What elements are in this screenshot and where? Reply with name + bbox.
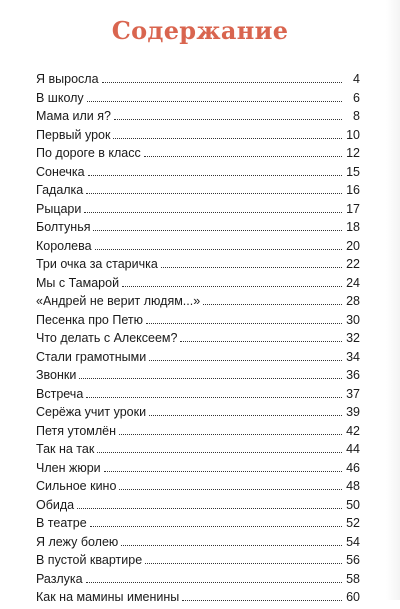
toc-entry [36,535,360,554]
toc-entry-title: Серёжа учит уроки [36,405,147,419]
page-title: Содержание [111,16,289,45]
toc-entry [36,239,360,258]
toc-entry-page-number: 22 [346,257,360,271]
dot-leader [86,582,342,583]
toc-entry-title: Мы с Тамарой [36,275,120,290]
dot-leader [113,138,342,139]
dot-leader [77,508,342,509]
toc-entry [36,387,360,406]
toc-entry-title: Что делать с Алексеем? [36,331,178,345]
toc-entry [36,72,360,91]
toc-entry-page-number: 54 [346,534,360,549]
toc-entry-title: Рыцари [36,201,82,216]
dot-leader [161,267,342,268]
toc-entry [36,276,360,295]
toc-entry [36,109,360,128]
dot-leader [95,249,342,250]
toc-entry-title: Гадалка [36,183,84,197]
toc-entry-page-number: 10 [346,127,360,142]
toc-entry-page-number: 30 [346,312,360,327]
toc-entry-title: Петя утомлён [36,423,117,438]
toc-entry-page-number: 16 [346,183,360,197]
toc-entry [36,516,360,535]
toc-entry-page-number: 17 [346,201,360,216]
toc-entry-page-number: 32 [346,331,360,345]
toc-entry [36,553,360,572]
toc-entry-title: Песенка про Петю [36,312,143,327]
toc-entry-page-number: 52 [346,516,360,530]
toc-entry-title: «Андрей не верит людям...» [36,294,201,308]
toc-entry-title: В пустой квартире [36,553,143,567]
dot-leader [121,545,342,546]
page-edge-shadow [386,0,400,600]
toc-entry-page-number: 42 [346,423,360,438]
dot-leader [119,489,342,490]
dot-leader [86,397,342,398]
dot-leader [145,563,342,564]
toc-entry-page-number: 44 [346,442,360,456]
dot-leader [144,156,342,157]
dot-leader [87,101,342,102]
dot-leader [119,434,342,435]
toc-entry-title: Так на так [36,442,95,456]
toc-entry [36,350,360,369]
toc-entry-title: Как на мамины именины [36,590,180,604]
toc-entry-title: В школу [36,90,84,105]
toc-entry [36,479,360,498]
toc-entry [36,498,360,517]
toc-entry-page-number: 36 [346,368,360,382]
toc-entry-page-number: 34 [346,349,360,364]
toc-entry-page-number: 39 [346,405,360,419]
toc-entry [36,165,360,184]
toc-entry-page-number: 20 [346,238,360,253]
toc-entry-page-number: 18 [346,220,360,234]
toc-entry [36,294,360,313]
toc-entry [36,461,360,480]
dot-leader [149,360,342,361]
toc-entry-title: Звонки [36,368,77,382]
dot-leader [146,323,342,324]
toc-entry [36,331,360,350]
toc-entry-title: Мама или я? [36,109,111,123]
toc-entry-page-number: 8 [353,109,360,123]
toc-entry [36,572,360,591]
toc-entry-title: Стали грамотными [36,349,147,364]
toc-entry-title: Член жюри [36,460,101,475]
dot-leader [114,119,342,120]
toc-entry-page-number: 4 [353,72,360,86]
dot-leader [203,304,342,305]
toc-entry-page-number: 12 [346,146,360,160]
toc-entry-title: Сонечка [36,164,85,179]
toc-entry-title: Сильное кино [36,479,117,493]
toc-entry [36,424,360,443]
toc-entry [36,128,360,147]
toc-entry-page-number: 50 [346,497,360,512]
toc-entry-page-number: 48 [346,479,360,493]
toc-entry-title: Встреча [36,386,84,401]
toc-entry [36,313,360,332]
toc-entry-title: Обида [36,497,75,512]
toc-entry-page-number: 46 [346,460,360,475]
toc-entry [36,442,360,461]
dot-leader [86,193,342,194]
toc-entry-title: Я выросла [36,72,99,86]
dot-leader [97,452,342,453]
toc-entry-page-number: 37 [346,386,360,401]
dot-leader [79,378,342,379]
toc-entry-title: Три очка за старичка [36,257,158,271]
toc-entry-page-number: 56 [346,553,360,567]
toc-entry-title: Королева [36,238,92,253]
toc-entry-title: Разлука [36,571,83,586]
dot-leader [149,415,342,416]
dot-leader [90,526,342,527]
toc-entry [36,220,360,239]
toc-entry-page-number: 6 [353,90,360,105]
dot-leader [102,82,342,83]
toc-entry-title: В театре [36,516,87,530]
toc-entry [36,405,360,424]
toc-entry-page-number: 58 [346,571,360,586]
dot-leader [93,230,342,231]
toc-entry-page-number: 28 [346,294,360,308]
dot-leader [182,600,342,601]
dot-leader [88,175,342,176]
toc-entry-page-number: 15 [346,164,360,179]
dot-leader [180,341,342,342]
toc-entry [36,91,360,110]
dot-leader [84,212,342,213]
toc-entry-title: Болтунья [36,220,91,234]
toc-entry-title: Я лежу болею [36,534,119,549]
dot-leader [104,471,342,472]
toc-entry [36,590,360,609]
toc-entry [36,202,360,221]
toc-entry-title: Первый урок [36,127,111,142]
toc-entry-page-number: 24 [346,275,360,290]
toc-entry [36,257,360,276]
toc-entry-page-number: 60 [346,590,360,604]
dot-leader [122,286,342,287]
toc-entry-title: По дороге в класс [36,146,141,160]
toc-entry [36,146,360,165]
table-of-contents [36,72,360,609]
toc-entry [36,368,360,387]
toc-entry [36,183,360,202]
